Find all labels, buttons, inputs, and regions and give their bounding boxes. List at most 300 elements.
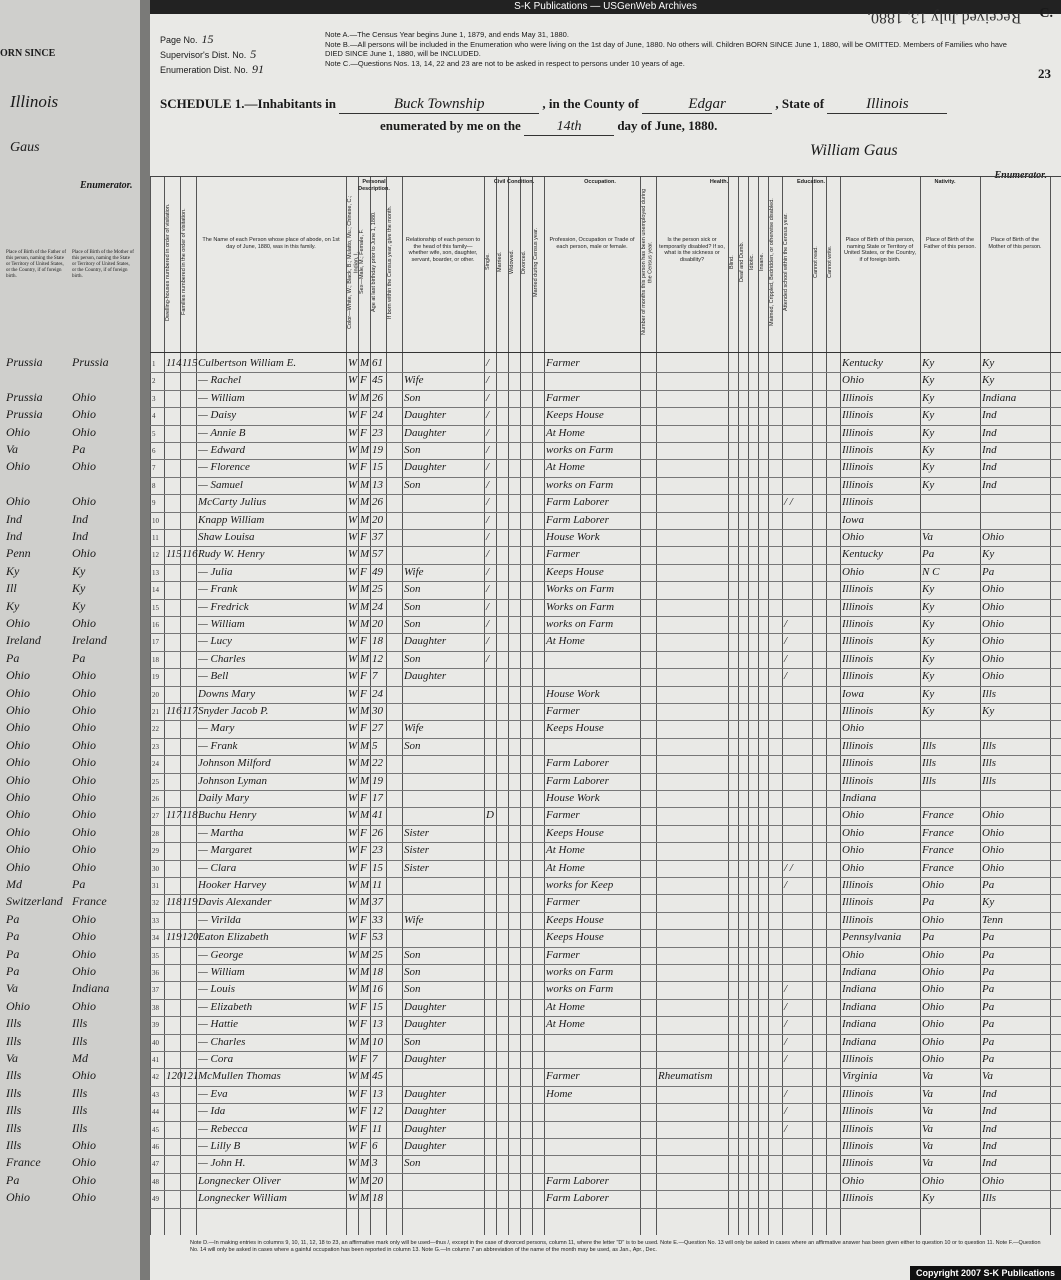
cell-a: 24 <box>372 600 383 613</box>
column-header: Widowed. <box>509 249 515 275</box>
cell-rel: Daughter <box>404 670 447 683</box>
table-row <box>150 721 1061 738</box>
left-page-row <box>0 981 140 998</box>
left-page-row <box>0 773 140 790</box>
table-row <box>150 408 1061 425</box>
cell-s: F <box>360 461 367 474</box>
cell-fbp: Ills <box>922 774 937 787</box>
column-header: Cannot write. <box>827 245 833 279</box>
left-mother-birthplace: Ills <box>72 1085 88 1100</box>
cell-rn: 2 <box>152 377 156 386</box>
cell-s: M <box>360 809 370 822</box>
left-page-row <box>0 390 140 407</box>
left-mother-birthplace: Ills <box>72 1103 88 1118</box>
cell-s: M <box>360 652 370 665</box>
left-mother-birthplace: Ohio <box>72 824 96 839</box>
cell-s: M <box>360 757 370 770</box>
cell-school: / / <box>784 496 793 509</box>
cell-rn: 30 <box>152 864 159 873</box>
cell-bp: Indiana <box>842 1035 877 1048</box>
left-mother-birthplace: Ky <box>72 598 86 613</box>
cell-occ: works on Farm <box>546 444 614 456</box>
cell-rel: Son <box>404 391 421 404</box>
cell-c: W <box>348 1140 358 1152</box>
cell-c: W <box>348 635 358 648</box>
cell-rel: Son <box>404 1035 421 1048</box>
cell-name: — Lucy <box>198 635 232 648</box>
cell-rn: 14 <box>152 586 159 595</box>
cell-rn: 44 <box>152 1108 159 1117</box>
cell-a: 18 <box>372 966 383 978</box>
cell-rn: 28 <box>152 829 159 838</box>
cell-s: F <box>360 670 367 683</box>
cell-rn: 6 <box>152 447 156 455</box>
left-mother-birthplace: Ohio <box>72 494 96 509</box>
left-father-birthplace: Ohio <box>6 1190 30 1205</box>
left-mother-birthplace: Md <box>72 1051 88 1065</box>
cell-s: M <box>360 1157 370 1170</box>
left-mother-birthplace: Ohio <box>72 546 96 561</box>
cell-fbp: Va <box>922 1087 933 1100</box>
table-row <box>150 1000 1061 1017</box>
cell-a: 10 <box>372 1035 383 1048</box>
cell-occ: Keeps House <box>546 722 604 735</box>
cell-fbp: Ky <box>922 600 935 613</box>
table-row <box>150 617 1061 634</box>
table-row <box>150 1017 1061 1034</box>
left-mother-birthplace: Ind <box>72 529 88 543</box>
cell-s: M <box>360 583 370 596</box>
cell-c: W <box>348 861 358 874</box>
cell-mbp: Pa <box>982 966 995 978</box>
left-mother-birthplace: Ireland <box>72 633 107 648</box>
cell-rel: Daughter <box>404 1105 447 1118</box>
left-father-birthplace: Pa <box>6 946 20 961</box>
cell-m: / <box>486 357 490 369</box>
left-father-birthplace: Pa <box>6 911 20 926</box>
cell-name: — Edward <box>198 444 245 456</box>
cell-bp: Illinois <box>842 757 874 770</box>
column-header: Divorced. <box>521 250 527 274</box>
cell-occ: At Home <box>546 861 585 874</box>
cell-fbp: Ky <box>922 652 935 665</box>
cell-m: / <box>486 618 490 630</box>
cell-rel: Son <box>404 652 421 665</box>
left-mother-birthplace: Ills <box>72 1016 88 1031</box>
table-row <box>150 913 1061 930</box>
left-page-state: Illinois <box>10 92 59 111</box>
left-father-birthplace: Ills <box>6 1068 22 1083</box>
left-mother-birthplace: Ohio <box>72 911 96 926</box>
cell-name: Shaw Louisa <box>198 531 255 543</box>
table-row <box>150 1104 1061 1121</box>
cell-fbp: Pa <box>922 896 935 909</box>
cell-name: — Bell <box>198 670 229 683</box>
cell-occ: works on Farm <box>546 478 614 491</box>
cell-bp: Ohio <box>842 826 864 839</box>
left-mother-birthplace: Ohio <box>72 772 96 787</box>
cell-occ: At Home <box>546 426 585 439</box>
cell-s: F <box>360 635 367 648</box>
cell-school: / <box>784 670 788 683</box>
cell-m: / <box>486 513 490 526</box>
table-row <box>150 1035 1061 1052</box>
cell-c: W <box>348 513 358 526</box>
cell-mbp: Ohio <box>982 600 1004 613</box>
cell-school: / / <box>784 861 793 874</box>
cell-occ: Farmer <box>546 548 580 561</box>
cell-rn: 17 <box>152 638 159 647</box>
cell-bp: Illinois <box>842 618 874 630</box>
cell-occ: Works on Farm <box>546 600 615 613</box>
left-father-birthplace: Ohio <box>6 616 30 630</box>
enumerator-label: Enumerator. <box>994 170 1047 181</box>
cell-m: / <box>486 531 490 543</box>
left-mother-birthplace: Ohio <box>72 929 96 944</box>
column-header: Place of Birth of the Father of this person. <box>924 237 976 250</box>
column-header: Place of Birth of this person, naming State or Territory of United States, or the Country, if of foreign birth. <box>843 237 917 263</box>
cell-dw: 116 <box>166 705 182 717</box>
cell-occ: works on Farm <box>546 983 614 996</box>
left-father-birthplace: Pa <box>6 1172 20 1187</box>
cell-bp: Illinois <box>842 879 874 891</box>
cell-rn: 49 <box>152 1195 159 1204</box>
cell-c: W <box>348 1000 358 1013</box>
cell-s: M <box>360 774 370 787</box>
cell-s: F <box>360 1087 367 1100</box>
left-father-birthplace: Ohio <box>6 842 30 857</box>
cell-rel: Daughter <box>404 1140 447 1152</box>
cell-rn: 19 <box>152 673 159 682</box>
cell-occ: Keeps House <box>546 913 604 926</box>
header-rule <box>150 352 1061 353</box>
left-page-row <box>0 790 140 807</box>
table-row <box>150 1174 1061 1191</box>
cell-dw: 118 <box>166 896 182 909</box>
left-father-birthplace: Ohio <box>6 424 30 439</box>
table-row <box>150 1087 1061 1104</box>
left-mother-birthplace: Ohio <box>72 842 96 857</box>
cell-c: W <box>348 531 358 543</box>
cell-name: Hooker Harvey <box>198 879 267 891</box>
cell-bp: Illinois <box>842 1192 874 1205</box>
cell-bp: Indiana <box>842 792 877 804</box>
left-page-row <box>0 877 140 894</box>
cell-bp: Indiana <box>842 1018 877 1031</box>
cell-c: W <box>348 444 358 456</box>
cell-mbp: Ohio <box>982 844 1004 857</box>
cell-a: 15 <box>372 1000 383 1013</box>
cell-rn: 36 <box>152 969 159 977</box>
cell-s: M <box>360 478 370 491</box>
left-father-birthplace: Penn <box>6 546 31 561</box>
cell-c: W <box>348 496 358 509</box>
left-mother-birthplace: Ohio <box>72 1172 96 1187</box>
page-no-value: 15 <box>201 32 214 46</box>
table-row <box>150 982 1061 999</box>
cell-m: / <box>486 496 490 509</box>
county-label: , in the County of <box>542 96 639 111</box>
cell-rn: 10 <box>152 516 159 525</box>
left-father-birthplace: Ills <box>6 1033 22 1048</box>
cell-occ: Farm Laborer <box>546 757 609 770</box>
column-header: Single. <box>485 253 491 271</box>
cell-mbp: Ind <box>982 426 997 439</box>
cell-bp: Kentucky <box>842 548 883 561</box>
cell-c: W <box>348 600 358 613</box>
cell-s: M <box>360 357 370 369</box>
cell-occ: Farmer <box>546 357 580 369</box>
cell-occ: Farmer <box>546 809 580 822</box>
cell-occ: At Home <box>546 1018 585 1031</box>
cell-mbp: Ohio <box>982 652 1004 665</box>
cell-c: W <box>348 583 358 596</box>
cell-m: / <box>486 652 490 665</box>
table-row <box>150 895 1061 912</box>
left-father-birthplace: Ohio <box>6 772 30 787</box>
cell-s: M <box>360 948 370 961</box>
cell-a: 61 <box>372 357 383 369</box>
cell-m: / <box>486 548 490 561</box>
left-father-birthplace: Va <box>6 1051 18 1065</box>
left-father-birthplace: Ky <box>6 598 20 613</box>
left-col-father-header: Place of Birth of the Father of this person, naming the State or Territory of United States, or the Country, if of foreign birth. <box>6 250 66 279</box>
cell-name: — Samuel <box>198 478 243 491</box>
table-row <box>150 1139 1061 1156</box>
left-mother-birthplace: Ohio <box>72 424 96 439</box>
cell-a: 11 <box>372 879 383 891</box>
cell-rel: Daughter <box>404 1000 447 1013</box>
cell-bp: Illinois <box>842 774 874 787</box>
cell-name: Downs Mary <box>198 687 256 700</box>
column-header: Cannot read. <box>813 246 819 278</box>
cell-bp: Ohio <box>842 1174 864 1187</box>
left-father-birthplace: Md <box>6 877 22 891</box>
cell-c: W <box>348 739 358 752</box>
cell-dw: 119 <box>166 931 182 944</box>
cell-m: / <box>486 478 490 491</box>
cell-bp: Illinois <box>842 670 874 683</box>
left-page-row <box>0 442 140 459</box>
left-mother-birthplace: Pa <box>72 650 86 665</box>
left-page-row <box>0 459 140 476</box>
cell-s: F <box>360 792 367 804</box>
cell-fbp: Ohio <box>922 948 944 961</box>
cell-c: W <box>348 792 358 804</box>
cell-mbp: Ills <box>982 757 997 770</box>
cell-occ: At Home <box>546 461 585 474</box>
column-group-header: Health. <box>709 179 729 185</box>
cell-rn: 24 <box>152 760 159 769</box>
cell-m: / <box>486 565 490 578</box>
cell-bp: Illinois <box>842 496 874 509</box>
cell-school: / <box>784 879 788 891</box>
cell-name: — Mary <box>198 722 235 735</box>
cell-occ: At Home <box>546 1000 585 1013</box>
left-mother-birthplace: Ky <box>72 563 86 578</box>
left-page-row <box>0 703 140 720</box>
left-mother-birthplace: Prussia <box>72 355 109 369</box>
cell-a: 23 <box>372 844 383 857</box>
left-page-row <box>0 1190 140 1207</box>
table-row <box>150 443 1061 460</box>
table-row <box>150 808 1061 825</box>
cell-fbp: Va <box>922 1105 933 1118</box>
cell-name: — Charles <box>198 1035 246 1048</box>
left-page-row <box>0 964 140 981</box>
table-row <box>150 1069 1061 1086</box>
cell-a: 41 <box>372 809 383 822</box>
cell-fbp: Ky <box>922 374 935 387</box>
cell-rn: 12 <box>152 551 159 560</box>
cell-school: / <box>784 618 788 630</box>
cell-rel: Son <box>404 983 421 996</box>
cell-name: Johnson Lyman <box>198 774 268 787</box>
left-father-birthplace: Va <box>6 981 18 996</box>
cell-mbp: Ind <box>982 1122 997 1135</box>
cell-name: Snyder Jacob P. <box>198 705 269 717</box>
cell-name: — Frank <box>198 583 238 596</box>
cell-fbp: Ky <box>922 409 935 422</box>
cell-a: 18 <box>372 635 383 648</box>
cell-c: W <box>348 896 358 909</box>
cell-s: F <box>360 1053 367 1065</box>
cell-a: 25 <box>372 583 383 596</box>
cell-mbp: Tenn <box>982 913 1003 926</box>
left-mother-birthplace: Ills <box>72 1120 88 1135</box>
cell-fbp: N C <box>922 565 940 578</box>
cell-name: Longnecker William <box>198 1192 287 1205</box>
column-group-header: Occupation. <box>584 179 616 185</box>
cell-rel: Wife <box>404 913 424 926</box>
cell-bp: Illinois <box>842 1087 874 1100</box>
enum-suffix: day of June, 1880. <box>617 118 718 133</box>
left-page-row <box>0 529 140 546</box>
cell-fbp: Ky <box>922 705 935 717</box>
cell-mbp: Ohio <box>982 861 1004 874</box>
cell-mbp: Ind <box>982 1105 997 1118</box>
left-page-row <box>0 1034 140 1051</box>
cell-s: F <box>360 565 367 578</box>
cell-c: W <box>348 1087 358 1100</box>
cell-occ: Farm Laborer <box>546 513 609 526</box>
left-page-row <box>0 668 140 685</box>
enum-dist-label: Enumeration Dist. No. <box>160 65 249 75</box>
cell-a: 18 <box>372 1192 383 1205</box>
cell-fbp: France <box>922 826 954 839</box>
column-header: Married. <box>497 251 503 273</box>
left-page-row <box>0 616 140 633</box>
cell-fbp: Va <box>922 1122 933 1135</box>
cell-a: 7 <box>372 670 378 683</box>
left-father-birthplace: Pa <box>6 650 20 665</box>
cell-rel: Son <box>404 478 421 491</box>
left-page-row <box>0 686 140 703</box>
table-row <box>150 460 1061 477</box>
cell-c: W <box>348 844 358 857</box>
cell-c: W <box>348 478 358 491</box>
cell-mbp: Pa <box>982 879 995 891</box>
left-mother-birthplace: Ind <box>72 511 88 526</box>
cell-fbp: France <box>922 861 954 874</box>
left-page-row <box>0 1173 140 1190</box>
row-rule <box>150 1208 1061 1209</box>
cell-occ: At Home <box>546 635 585 648</box>
cell-name: — Annie B <box>198 426 246 439</box>
supervisor-value: 5 <box>250 47 257 61</box>
left-father-birthplace: Ky <box>6 563 20 578</box>
cell-name: McMullen Thomas <box>198 1070 281 1083</box>
cell-c: W <box>348 652 358 665</box>
cell-fbp: Pa <box>922 931 935 944</box>
cell-mbp: Ind <box>982 1140 997 1152</box>
cell-s: F <box>360 409 367 422</box>
cell-c: W <box>348 705 358 717</box>
cell-a: 24 <box>372 687 383 700</box>
cell-rn: 22 <box>152 725 159 734</box>
left-page-row <box>0 599 140 616</box>
cell-school: / <box>784 983 788 996</box>
district-info <box>160 32 264 77</box>
cell-bp: Illinois <box>842 635 874 648</box>
table-row <box>150 356 1061 373</box>
cell-rel: Son <box>404 618 421 630</box>
column-header: Sex—Male, M.; Female, F. <box>359 229 365 295</box>
cell-a: 53 <box>372 931 383 944</box>
cell-rel: Daughter <box>404 1087 447 1100</box>
cell-a: 19 <box>372 774 383 787</box>
column-header: Dwelling-houses numbered in order of visitation. <box>165 203 171 321</box>
cell-s: M <box>360 966 370 978</box>
cell-name: — William <box>198 391 245 404</box>
cell-s: F <box>360 722 367 735</box>
left-father-birthplace: Ireland <box>6 633 41 648</box>
cell-bp: Illinois <box>842 426 874 439</box>
left-page-row <box>0 947 140 964</box>
cell-mbp: Ind <box>982 1087 997 1100</box>
left-father-birthplace: Ohio <box>6 494 30 509</box>
left-page-row <box>0 425 140 442</box>
cell-rn: 34 <box>152 934 159 943</box>
cell-name: — Julia <box>198 565 233 578</box>
cell-a: 19 <box>372 444 383 456</box>
left-mother-birthplace: Ohio <box>72 790 96 804</box>
left-page-row <box>0 912 140 929</box>
left-mother-birthplace: Indiana <box>72 981 110 996</box>
left-father-birthplace: Ills <box>6 1016 22 1031</box>
cell-fbp: Ohio <box>922 983 944 996</box>
cell-fbp: Ohio <box>922 1035 944 1048</box>
cell-s: F <box>360 826 367 839</box>
cell-c: W <box>348 774 358 787</box>
left-mother-birthplace: Ohio <box>72 1190 96 1205</box>
cell-a: 12 <box>372 1105 383 1118</box>
cell-fbp: France <box>922 844 954 857</box>
cell-occ: Home <box>546 1087 573 1100</box>
cell-a: 23 <box>372 426 383 439</box>
left-father-birthplace: Ohio <box>6 755 30 770</box>
cell-bp: Illinois <box>842 913 874 926</box>
cell-a: 5 <box>372 739 378 752</box>
cell-bp: Kentucky <box>842 357 883 369</box>
cell-occ: Farmer <box>546 391 580 404</box>
cell-s: F <box>360 1105 367 1118</box>
cell-bp: Ohio <box>842 531 864 543</box>
cell-s: F <box>360 1000 367 1013</box>
cell-school: / <box>784 1105 788 1118</box>
column-group-header: Personal Description. <box>358 179 390 192</box>
cell-fbp: Ky <box>922 357 935 369</box>
